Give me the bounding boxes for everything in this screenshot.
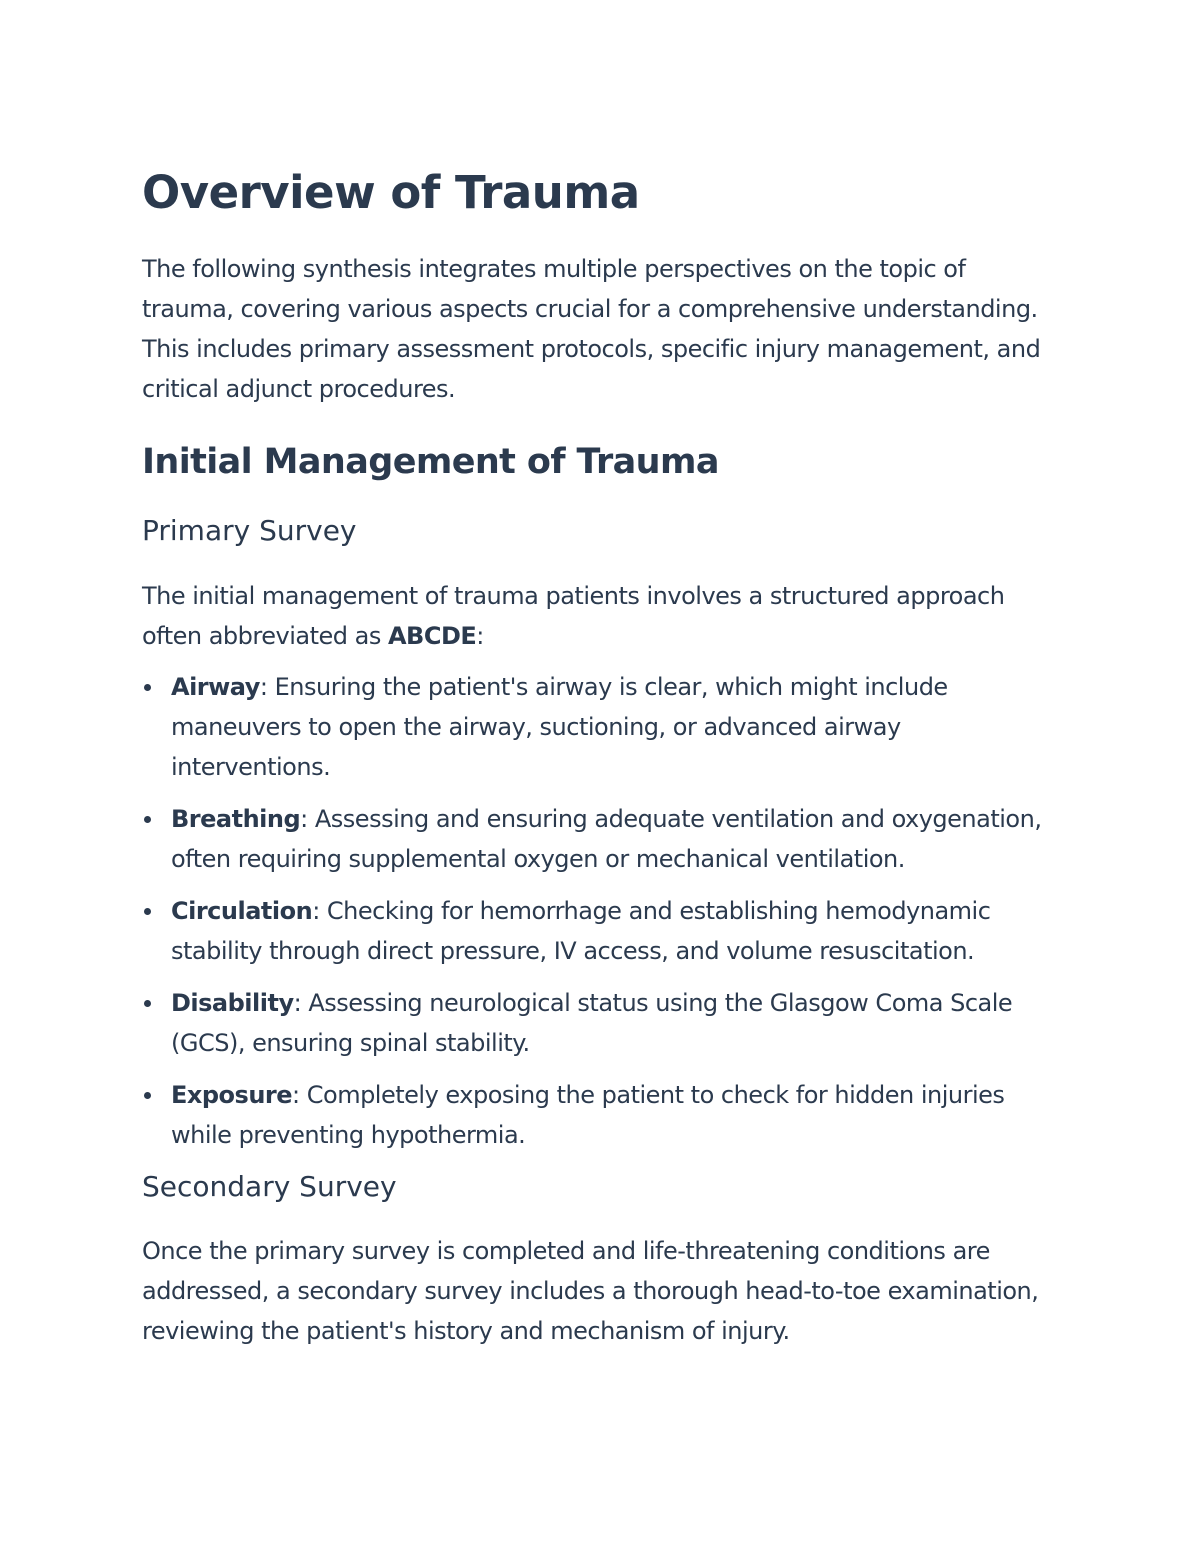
primary-survey-paragraph <box>142 576 1062 656</box>
secondary-survey-paragraph: Once the primary survey is completed and life-threatening conditions are addressed, a secondary survey includes a thorough head-to-toe examination, reviewing the patient's history and mechanism of injury. <box>142 1237 1039 1345</box>
list-item-text: : Checking for hemorrhage and establishing hemodynamic stability through direct pressure, IV access, and volume resuscitation. <box>171 897 991 965</box>
list-item-term: Airway <box>171 673 260 701</box>
bullet-icon <box>144 684 151 691</box>
bullet-icon <box>144 1092 151 1099</box>
bullet-icon <box>144 1000 151 1007</box>
list-item-breathing <box>142 799 1062 879</box>
list-item-airway <box>142 667 1062 787</box>
intro-paragraph: The following synthesis integrates multiple perspectives on the topic of trauma, covering various aspects crucial for a comprehensive understanding. This includes primary assessment protocols, specific injury management, and critical adjunct procedures. <box>142 255 1041 403</box>
list-item-exposure <box>142 1075 1062 1155</box>
list-item-disability <box>142 983 1062 1063</box>
list-item-text: : Assessing neurological status using the Glasgow Coma Scale (GCS), ensuring spinal stability. <box>171 989 1013 1057</box>
abcde-acronym: ABCDE <box>387 622 477 650</box>
list-item-term: Circulation <box>171 897 313 925</box>
list-item-term: Exposure <box>171 1081 293 1109</box>
bullet-icon <box>144 908 151 915</box>
list-item-circulation <box>142 891 1062 971</box>
list-item-text: : Ensuring the patient's airway is clear, which might include maneuvers to open the airway, suctioning, or advanced airway interventions. <box>171 673 948 781</box>
bullet-icon <box>144 816 151 823</box>
section-heading-initial-management: Initial Management of Trauma <box>142 442 719 482</box>
abcde-list <box>142 667 1062 1155</box>
page-title: Overview of Trauma <box>142 166 640 219</box>
document-content <box>142 162 1062 1351</box>
list-item-text: : Assessing and ensuring adequate ventilation and oxygenation, often requiring supplemental oxygen or mechanical ventilation. <box>171 805 1042 873</box>
list-item-text: : Completely exposing the patient to check for hidden injuries while preventing hypothermia. <box>171 1081 1005 1149</box>
primary-text-after: : <box>476 622 484 650</box>
subsection-heading-secondary-survey: Secondary Survey <box>142 1170 397 1203</box>
subsection-heading-primary-survey: Primary Survey <box>142 514 357 547</box>
list-item-term: Disability <box>171 989 294 1017</box>
primary-text-before: The initial management of trauma patients involves a structured approach often abbreviated as <box>142 582 1005 650</box>
list-item-term: Breathing <box>171 805 301 833</box>
